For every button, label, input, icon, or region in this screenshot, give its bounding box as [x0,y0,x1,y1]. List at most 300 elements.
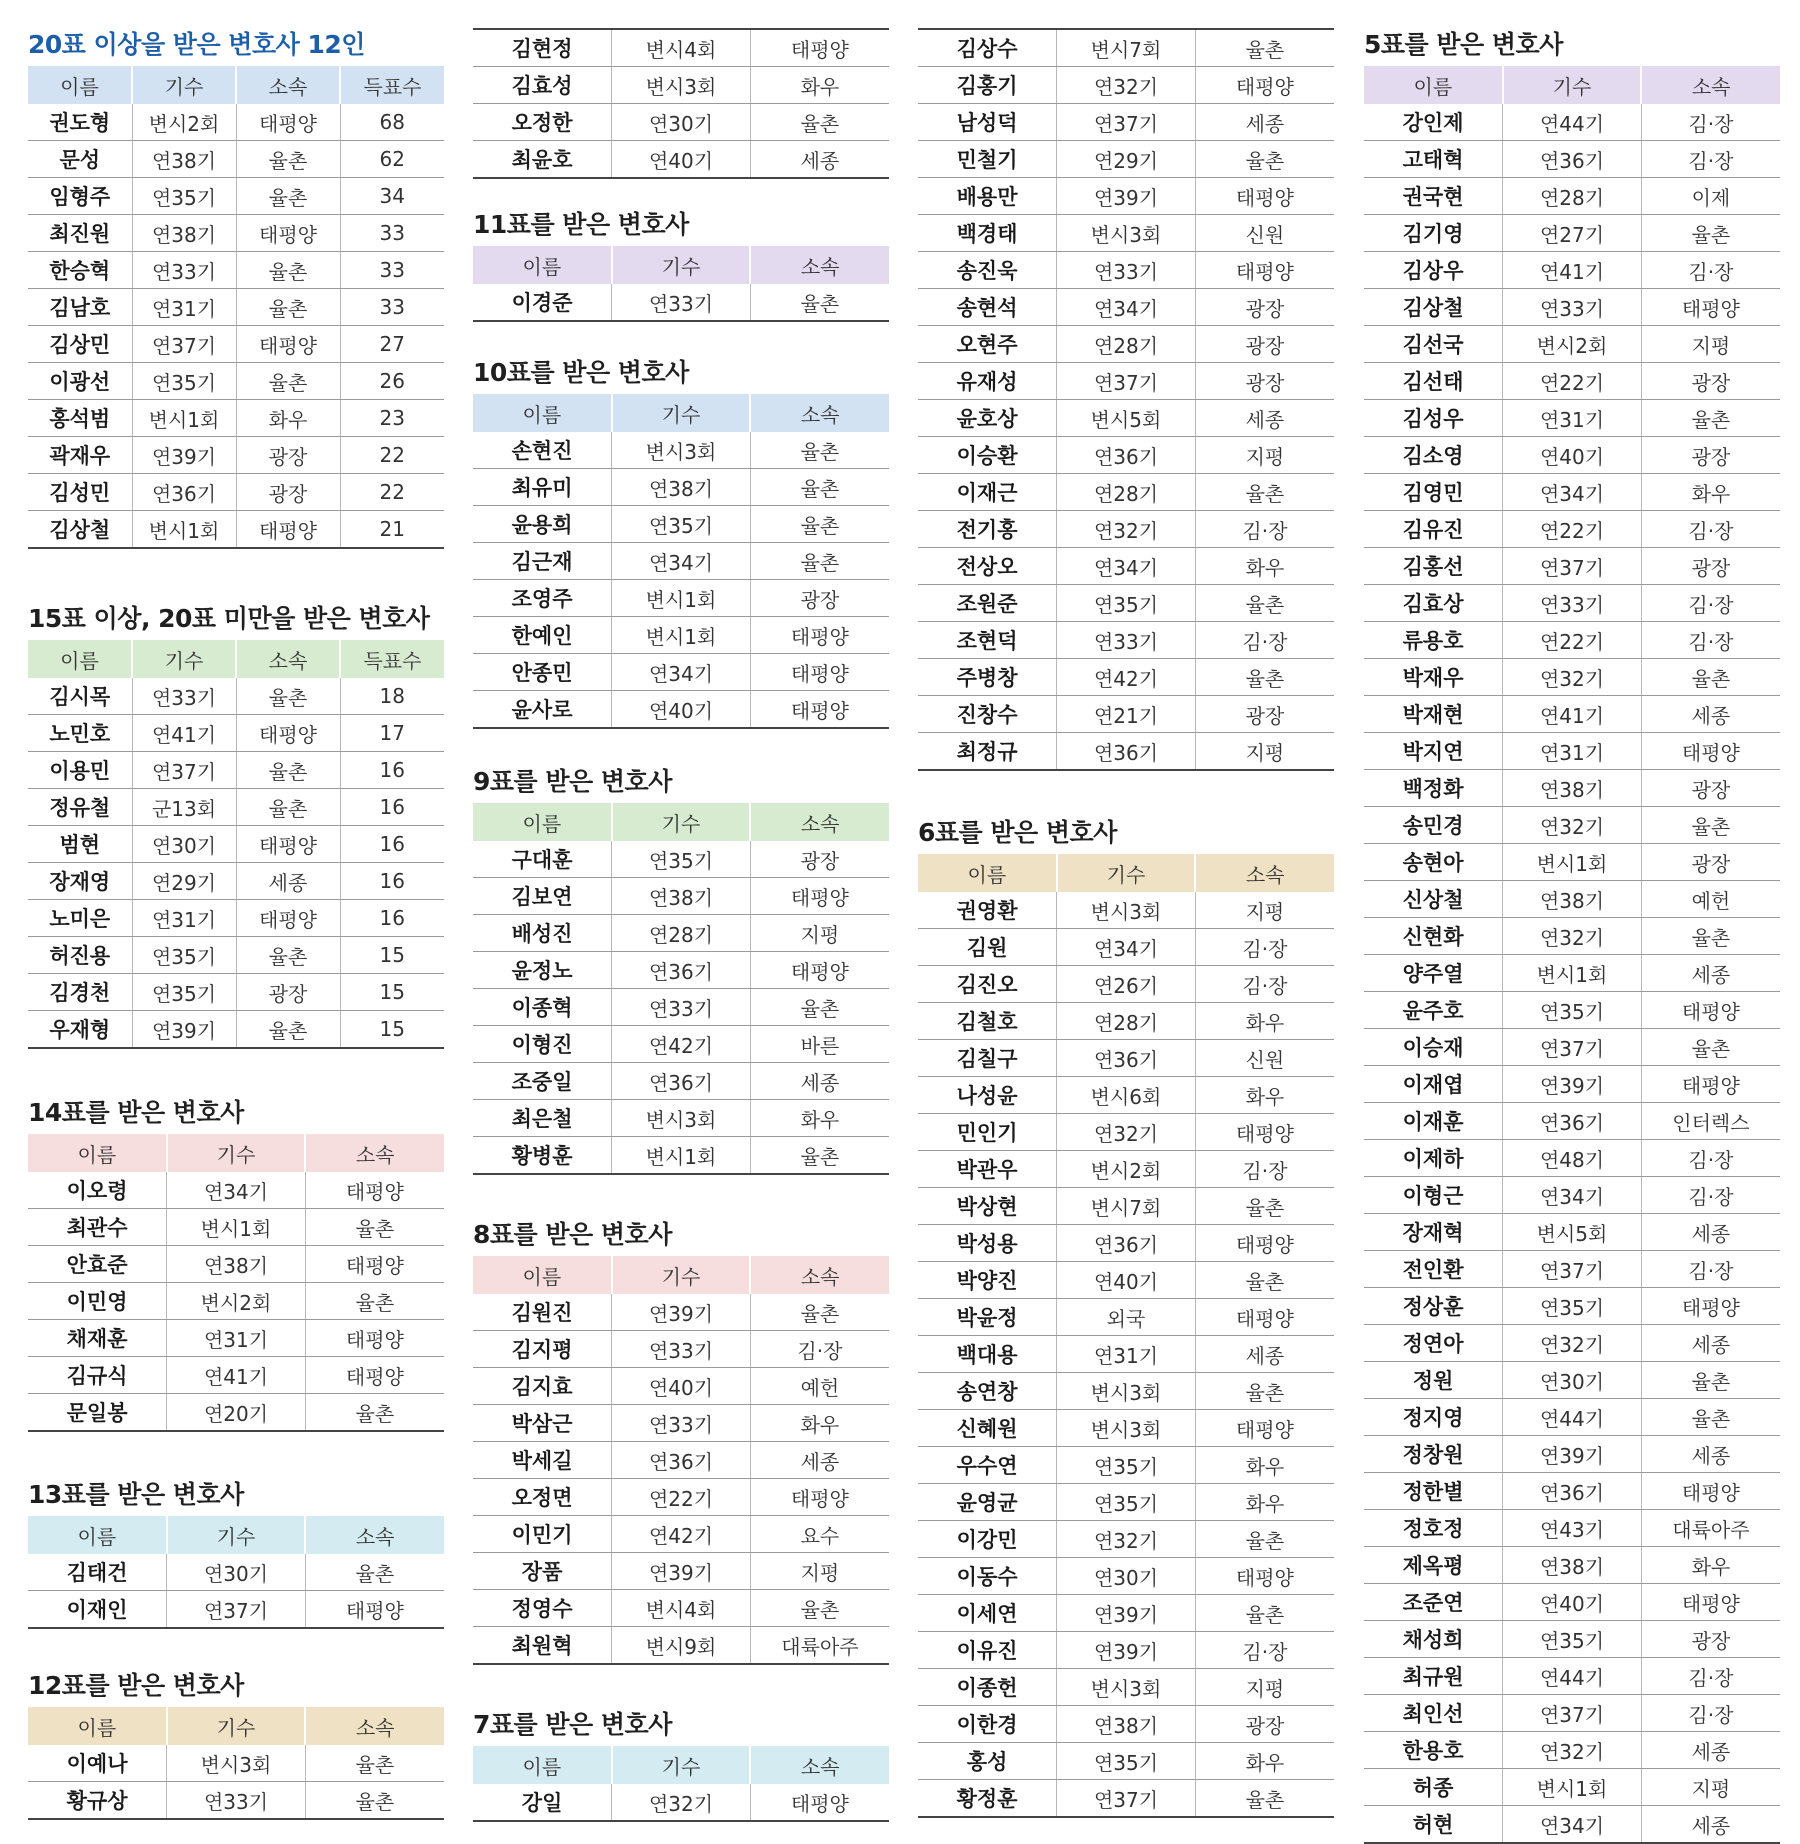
table-row [1364,992,1780,1029]
lawyer-class: 변시3회 [1057,1669,1196,1706]
lawyer-name: 백경태 [918,215,1057,252]
lawyer-name: 이세연 [918,1595,1057,1632]
lawyer-name: 이재훈 [1364,1103,1503,1140]
lawyer-firm: 예헌 [750,1368,889,1405]
lawyer-firm: 율촌 [750,1294,889,1331]
lawyer-name: 박관우 [918,1151,1057,1188]
lawyer-name: 정원 [1364,1362,1503,1399]
lawyer-firm: 태평양 [750,1479,889,1516]
lawyer-name: 최유미 [473,469,612,506]
lawyer-class: 변시1회 [132,400,236,437]
lawyer-class: 연34기 [1503,474,1642,511]
table-row [918,289,1334,326]
lawyer-class: 연35기 [132,974,236,1011]
table-row [1364,252,1780,289]
table-row [918,67,1334,104]
lawyer-firm: 김·장 [1641,1695,1780,1732]
lawyer-firm: 율촌 [236,178,340,215]
section-title: 9표를 받은 변호사 [473,767,672,796]
lawyer-firm: 율촌 [1195,29,1334,67]
section-11-votes [473,200,889,322]
lawyer-firm: 율촌 [1195,1595,1334,1632]
table-row [28,141,444,178]
table-row [1364,1547,1780,1584]
lawyer-name: 정상훈 [1364,1288,1503,1325]
vote-count: 33 [340,215,444,252]
lawyer-firm: 김·장 [1641,104,1780,141]
table-row [1364,326,1780,363]
table-row [918,437,1334,474]
table-row [28,752,444,789]
lawyer-class: 변시3회 [612,432,751,469]
table-row [473,1063,889,1100]
lawyer-firm: 율촌 [1641,1029,1780,1066]
lawyer-firm: 태평양 [750,691,889,729]
vote-count: 16 [340,900,444,937]
table-row [918,1151,1334,1188]
lawyer-class: 연34기 [1057,289,1196,326]
lawyer-name: 안종민 [473,654,612,691]
table-row [918,1114,1334,1151]
table-header-row [28,1707,444,1745]
lawyer-name: 최인선 [1364,1695,1503,1732]
lawyer-class: 연32기 [1057,511,1196,548]
lawyer-name: 정영수 [473,1590,612,1627]
lawyer-firm: 태평양 [1641,1066,1780,1103]
lawyer-firm: 광장 [1195,363,1334,400]
lawyer-class: 연39기 [612,1553,751,1590]
column-header: 소속 [236,66,340,104]
lawyer-firm: 율촌 [1641,400,1780,437]
section-14-votes [28,1088,444,1432]
table-row [473,1627,889,1665]
lawyer-class: 연41기 [167,1357,306,1394]
lawyer-firm: 율촌 [1195,474,1334,511]
vote-count: 16 [340,863,444,900]
table-row [918,1373,1334,1410]
lawyer-class: 연37기 [1503,1251,1642,1288]
lawyer-class: 연28기 [1057,326,1196,363]
table-row [918,1447,1334,1484]
lawyer-firm: 율촌 [1195,1521,1334,1558]
lawyer-firm: 세종 [1641,1806,1780,1844]
lawyer-firm: 광장 [236,974,340,1011]
table-row [473,1405,889,1442]
column-header: 기수 [132,640,236,678]
lawyer-class: 연26기 [1057,966,1196,1003]
table-row [473,67,889,104]
lawyer-class: 연33기 [1057,252,1196,289]
lawyer-class: 연38기 [132,141,236,178]
lawyer-firm: 세종 [1195,1336,1334,1373]
table-row [1364,1436,1780,1473]
lawyer-name: 한승혁 [28,252,132,289]
table-row [1364,955,1780,992]
lawyer-class: 변시2회 [1057,1151,1196,1188]
lawyer-name: 김홍선 [1364,548,1503,585]
lawyer-firm: 화우 [1195,1077,1334,1114]
lawyer-name: 김효성 [473,67,612,104]
lawyer-name: 윤영균 [918,1484,1057,1521]
table-row [473,1442,889,1479]
lawyer-firm: 태평양 [1641,1473,1780,1510]
lawyer-table [473,1746,889,1822]
lawyer-name: 남성덕 [918,104,1057,141]
column-header: 이름 [473,394,612,432]
lawyer-firm: 율촌 [1641,1362,1780,1399]
lawyer-class: 연39기 [1503,1436,1642,1473]
lawyer-class: 연39기 [132,437,236,474]
lawyer-name: 권영환 [918,892,1057,929]
lawyer-class: 연37기 [1057,1780,1196,1818]
table-row [918,1299,1334,1336]
lawyer-name: 이강민 [918,1521,1057,1558]
lawyer-firm: 태평양 [750,878,889,915]
lawyer-class: 변시2회 [132,104,236,141]
lawyer-firm: 화우 [236,400,340,437]
lawyer-class: 연36기 [1057,1225,1196,1262]
lawyer-class: 변시3회 [1057,215,1196,252]
lawyer-class: 연40기 [612,691,751,729]
table-row [1364,1658,1780,1695]
table-row [918,1077,1334,1114]
lawyer-name: 김상철 [28,511,132,549]
section-title: 14표를 받은 변호사 [28,1098,244,1127]
lawyer-name: 송민경 [1364,807,1503,844]
column-header: 기수 [1057,854,1196,892]
lawyer-class: 연33기 [132,252,236,289]
lawyer-name: 김시목 [28,678,132,715]
lawyer-class: 연32기 [1503,807,1642,844]
lawyer-name: 김규식 [28,1357,167,1394]
lawyer-firm: 지평 [1195,437,1334,474]
column-header: 기수 [612,1746,751,1784]
table-row [918,1595,1334,1632]
lawyer-class: 연37기 [167,1591,306,1629]
lawyer-name: 조중일 [473,1063,612,1100]
lawyer-name: 정한별 [1364,1473,1503,1510]
lawyer-firm: 태평양 [1195,252,1334,289]
section-9-votes [473,757,889,1175]
lawyer-class: 연31기 [132,289,236,326]
lawyer-table [28,640,444,1049]
lawyer-firm: 율촌 [305,1283,444,1320]
lawyer-class: 연38기 [1503,881,1642,918]
lawyer-class: 연29기 [1057,141,1196,178]
lawyer-class: 연41기 [1503,252,1642,289]
lawyer-class: 연41기 [132,715,236,752]
lawyer-name: 우재형 [28,1011,132,1049]
column-header: 득표수 [340,66,444,104]
lawyer-name: 허진용 [28,937,132,974]
lawyer-class: 연40기 [612,141,751,179]
lawyer-name: 박양진 [918,1262,1057,1299]
lawyer-name: 김현정 [473,29,612,67]
lawyer-class: 연32기 [1503,659,1642,696]
lawyer-class: 연28기 [1503,178,1642,215]
lawyer-class: 연44기 [1503,1658,1642,1695]
lawyer-name: 문성 [28,141,132,178]
lawyer-firm: 광장 [1195,289,1334,326]
lawyer-name: 이승재 [1364,1029,1503,1066]
lawyer-firm: 세종 [1641,955,1780,992]
table-row [918,966,1334,1003]
table-row [918,1410,1334,1447]
table-row [1364,1029,1780,1066]
table-row [473,1516,889,1553]
table-row [1364,1066,1780,1103]
lawyer-class: 연33기 [167,1782,306,1820]
table-row [28,1283,444,1320]
table-row [473,617,889,654]
table-row [1364,104,1780,141]
table-row [473,284,889,321]
lawyer-class: 연22기 [1503,622,1642,659]
lawyer-firm: 김·장 [1195,966,1334,1003]
lawyer-class: 연37기 [132,326,236,363]
lawyer-class: 연38기 [1503,1547,1642,1584]
lawyer-class: 연21기 [1057,696,1196,733]
lawyer-name: 이형진 [473,1026,612,1063]
lawyer-table [918,28,1334,771]
lawyer-class: 연43기 [1503,1510,1642,1547]
lawyer-name: 최규원 [1364,1658,1503,1695]
lawyer-name: 김영민 [1364,474,1503,511]
lawyer-firm: 태평양 [305,1172,444,1209]
table-row [473,1368,889,1405]
column-header: 소속 [305,1516,444,1554]
table-row [1364,844,1780,881]
table-row [1364,511,1780,548]
lawyer-firm: 율촌 [305,1394,444,1432]
table-row [918,178,1334,215]
table-row [473,989,889,1026]
table-row [918,141,1334,178]
lawyer-firm: 율촌 [1641,1399,1780,1436]
vote-count: 16 [340,752,444,789]
lawyer-class: 연31기 [132,900,236,937]
column-header: 소속 [750,394,889,432]
lawyer-class: 연33기 [132,678,236,715]
lawyer-firm: 태평양 [305,1320,444,1357]
table-row [1364,1584,1780,1621]
lawyer-firm: 세종 [750,141,889,179]
lawyer-firm: 태평양 [236,104,340,141]
lawyer-firm: 율촌 [750,1137,889,1175]
lawyer-firm: 지평 [1195,1669,1334,1706]
lawyer-name: 백정화 [1364,770,1503,807]
table-header-row [473,246,889,284]
table-row [28,511,444,549]
lawyer-name: 안효준 [28,1246,167,1283]
lawyer-name: 박재현 [1364,696,1503,733]
lawyer-name: 허종 [1364,1769,1503,1806]
table-row [1364,1769,1780,1806]
lawyer-name: 제옥평 [1364,1547,1503,1584]
vote-count: 21 [340,511,444,549]
lawyer-class: 연35기 [132,363,236,400]
lawyer-table [473,246,889,322]
table-row [28,937,444,974]
table-row [473,654,889,691]
lawyer-class: 변시3회 [1057,892,1196,929]
lawyer-name: 신상철 [1364,881,1503,918]
lawyer-name: 조현덕 [918,622,1057,659]
table-row [918,1780,1334,1818]
section-title: 6표를 받은 변호사 [918,818,1117,847]
lawyer-class: 연33기 [612,989,751,1026]
lawyer-class: 외국 [1057,1299,1196,1336]
table-row [473,543,889,580]
section-7-votes-continued [918,28,1334,771]
lawyer-name: 최진원 [28,215,132,252]
table-row [28,178,444,215]
column-header: 기수 [612,246,751,284]
lawyer-name: 윤호상 [918,400,1057,437]
lawyer-name: 김홍기 [918,67,1057,104]
lawyer-name: 최정규 [918,733,1057,771]
table-row [1364,548,1780,585]
lawyer-name: 김상철 [1364,289,1503,326]
lawyer-class: 연39기 [132,1011,236,1049]
lawyer-class: 연34기 [1057,548,1196,585]
vote-count: 34 [340,178,444,215]
table-row [918,511,1334,548]
lawyer-class: 연36기 [1503,141,1642,178]
lawyer-firm: 율촌 [750,104,889,141]
lawyer-class: 연27기 [1503,215,1642,252]
lawyer-firm: 태평양 [236,826,340,863]
lawyer-class: 연34기 [167,1172,306,1209]
table-row [473,1479,889,1516]
table-row [473,1553,889,1590]
lawyer-firm: 김·장 [1641,1658,1780,1695]
lawyer-firm: 율촌 [750,989,889,1026]
lawyer-name: 전기홍 [918,511,1057,548]
lawyer-firm: 율촌 [1195,659,1334,696]
lawyer-class: 변시9회 [612,1627,751,1665]
lawyer-name: 홍성 [918,1743,1057,1780]
lawyer-name: 김경천 [28,974,132,1011]
lawyer-name: 양주열 [1364,955,1503,992]
lawyer-name: 강일 [473,1784,612,1821]
lawyer-name: 조준연 [1364,1584,1503,1621]
table-row [1364,215,1780,252]
lawyer-class: 연39기 [1503,1066,1642,1103]
lawyer-firm: 광장 [1641,363,1780,400]
lawyer-name: 이종혁 [473,989,612,1026]
lawyer-name: 박세길 [473,1442,612,1479]
lawyer-name: 김진오 [918,966,1057,1003]
lawyer-firm: 율촌 [1641,807,1780,844]
table-row [473,1294,889,1331]
table-row [28,715,444,752]
table-row [28,104,444,141]
lawyer-firm: 세종 [750,1063,889,1100]
lawyer-name: 황규상 [28,1782,167,1820]
lawyer-firm: 광장 [1641,1621,1780,1658]
lawyer-firm: 태평양 [1641,992,1780,1029]
lawyer-name: 전상오 [918,548,1057,585]
lawyer-class: 연37기 [132,752,236,789]
lawyer-name: 김선태 [1364,363,1503,400]
lawyer-firm: 율촌 [305,1209,444,1246]
table-header-row [28,66,444,104]
table-row [473,29,889,67]
lawyer-name: 배성진 [473,915,612,952]
section-title: 5표를 받은 변호사 [1364,30,1563,59]
lawyer-firm: 태평양 [750,617,889,654]
lawyer-name: 장품 [473,1553,612,1590]
lawyer-class: 변시5회 [1057,400,1196,437]
table-row [473,580,889,617]
lawyer-name: 김상우 [1364,252,1503,289]
lawyer-name: 이민기 [473,1516,612,1553]
lawyer-class: 연36기 [1057,733,1196,771]
lawyer-name: 나성윤 [918,1077,1057,1114]
column-header: 득표수 [340,640,444,678]
lawyer-firm: 지평 [1641,326,1780,363]
lawyer-firm: 신원 [1195,1040,1334,1077]
table-row [918,1225,1334,1262]
lawyer-class: 변시1회 [1503,1769,1642,1806]
lawyer-class: 연20기 [167,1394,306,1432]
lawyer-class: 연37기 [1503,548,1642,585]
lawyer-name: 박재우 [1364,659,1503,696]
lawyer-name: 이동수 [918,1558,1057,1595]
column-header: 이름 [473,246,612,284]
column-header: 이름 [473,1256,612,1294]
lawyer-class: 변시1회 [167,1209,306,1246]
lawyer-firm: 태평양 [1195,1558,1334,1595]
lawyer-class: 변시3회 [1057,1410,1196,1447]
column-header: 소속 [305,1134,444,1172]
lawyer-firm: 율촌 [750,284,889,321]
lawyer-name: 송현아 [1364,844,1503,881]
lawyer-firm: 예헌 [1641,881,1780,918]
lawyer-firm: 김·장 [1641,585,1780,622]
table-header-row [28,1134,444,1172]
column-header: 기수 [1503,66,1642,104]
lawyer-name: 김지효 [473,1368,612,1405]
lawyer-class: 연36기 [612,1063,751,1100]
lawyer-class: 연39기 [612,1294,751,1331]
lawyer-firm: 화우 [1195,1484,1334,1521]
lawyer-firm: 율촌 [1195,1373,1334,1410]
lawyer-name: 허현 [1364,1806,1503,1844]
lawyer-firm: 태평양 [750,654,889,691]
table-row [1364,363,1780,400]
lawyer-firm: 광장 [236,437,340,474]
lawyer-class: 연32기 [1057,1114,1196,1151]
lawyer-class: 연38기 [612,878,751,915]
lawyer-firm: 태평양 [236,715,340,752]
lawyer-name: 김원 [918,929,1057,966]
table-row [473,1137,889,1175]
lawyer-class: 연39기 [1057,1595,1196,1632]
lawyer-name: 김상수 [918,29,1057,67]
lawyer-firm: 김·장 [1641,1251,1780,1288]
lawyer-table [28,1707,444,1820]
lawyer-firm: 율촌 [236,937,340,974]
lawyer-class: 연44기 [1503,1399,1642,1436]
table-row [28,974,444,1011]
lawyer-name: 장재혁 [1364,1214,1503,1251]
lawyer-firm: 지평 [750,915,889,952]
table-row [1364,1288,1780,1325]
lawyer-name: 이형근 [1364,1177,1503,1214]
lawyer-firm: 세종 [1641,1214,1780,1251]
